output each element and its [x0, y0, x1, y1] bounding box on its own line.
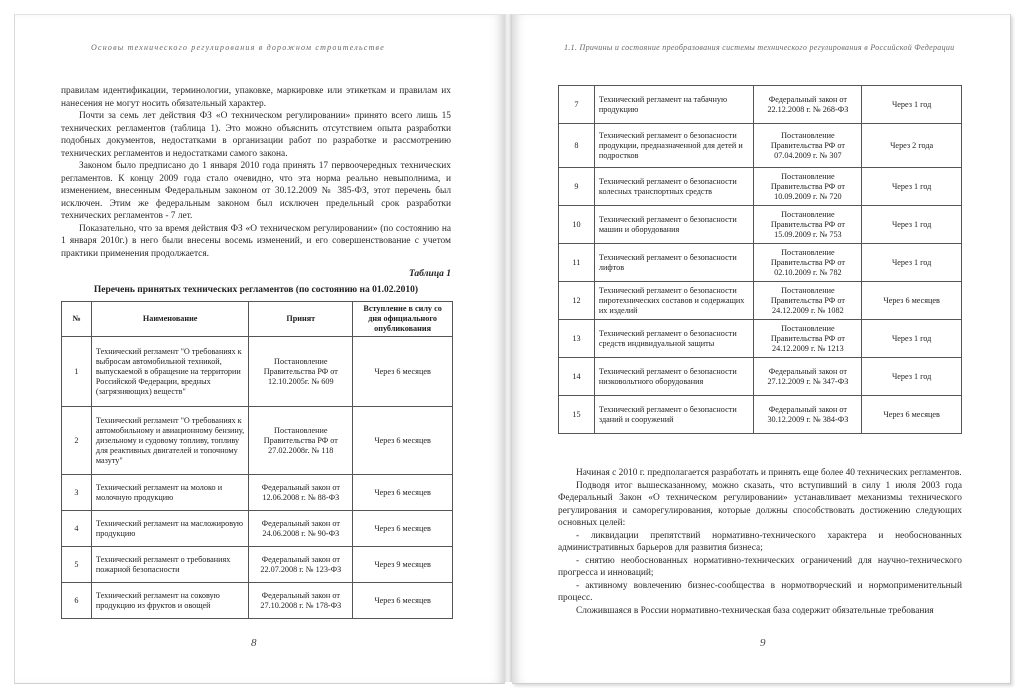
paragraph: - ликвидации препятствий нормативно-технического характера и необоснованных административных барьеров для развития бизнеса; — [558, 530, 962, 553]
row-num: 6 — [62, 583, 92, 619]
row-name: Технический регламент о безопасности зданий и сооружений — [594, 396, 754, 434]
row-effective: Через 2 года — [862, 124, 962, 168]
table-row — [62, 475, 453, 511]
paragraph: Законом было предписано до 1 января 2010 года принять 17 первоочередных технических регламентов. К концу 2009 года стало очевидно, что эта норма реально невыполнима, и изменением, внесенным Федеральным законом от 30.12.2009 № 385-ФЗ, этот перечень был исключен. Этим же федеральным законом был исключен предельный срок разработки технических регламентов - 7 лет. — [61, 161, 451, 221]
row-name: Технический регламент на молоко и молочную продукцию — [91, 475, 248, 511]
paragraph: - снятию необоснованных нормативно-технических ограничений для научно-технического прогресса и инноваций; — [558, 555, 962, 578]
right-running-head: 1.1. Причины и состояние преобразования системы технического регулирования в Российской Федерации — [564, 43, 955, 52]
row-name: Технический регламент на табачную продукцию — [594, 86, 754, 124]
row-effective: Через 6 месяцев — [353, 337, 453, 407]
row-effective: Через 1 год — [862, 168, 962, 206]
row-adopted: Федеральный закон от 12.06.2008 г. № 88-ФЗ — [249, 475, 353, 511]
header-effective: Вступление в силу со дня официального опубликования — [353, 302, 453, 337]
left-page — [14, 14, 505, 684]
row-name: Технический регламент "О требованиях к выбросам автомобильной техникой, выпускаемой в обращение на территории Российской Федерации, вредных (загрязняющих) веществ" — [91, 337, 248, 407]
row-adopted: Федеральный закон от 24.06.2008 г. № 90-ФЗ — [249, 511, 353, 547]
row-effective: Через 1 год — [862, 320, 962, 358]
row-adopted: Постановление Правительства РФ от 24.12.2009 г. № 1213 — [754, 320, 862, 358]
table-row — [559, 86, 962, 124]
row-num: 15 — [559, 396, 595, 434]
row-name: Технический регламент на масложировую продукцию — [91, 511, 248, 547]
row-name: Технический регламент о безопасности низковольтного оборудования — [594, 358, 754, 396]
paragraph: - активному вовлечению бизнес-сообщества в нормотворческий и нормоприменительный процесс. — [558, 580, 962, 603]
header-adopted: Принят — [249, 302, 353, 337]
row-name: Технический регламент "О требованиях к автомобильному и авиационному бензину, дизельному и судовому топливу, топливу для реактивных двигателей и топочному мазуту" — [91, 407, 248, 475]
regulations-table-part2 — [558, 85, 962, 434]
row-name: Технический регламент о безопасности продукции, предназначенной для детей и подростков — [594, 124, 754, 168]
row-effective: Через 6 месяцев — [353, 511, 453, 547]
book-spine — [504, 14, 512, 682]
row-num: 12 — [559, 282, 595, 320]
row-num: 14 — [559, 358, 595, 396]
row-effective: Через 6 месяцев — [353, 583, 453, 619]
right-body-text — [558, 467, 962, 617]
row-effective: Через 6 месяцев — [862, 396, 962, 434]
table-row — [559, 358, 962, 396]
row-adopted: Постановление Правительства РФ от 07.04.2009 г. № 307 — [754, 124, 862, 168]
paragraph: Показательно, что за время действия ФЗ «О техническом регулировании» (по состоянию на 1 января 2010г.) в него были внесены восемь изменений, и его совершенствование с учетом практики применения продолжается. — [61, 223, 451, 259]
table-row — [559, 244, 962, 282]
row-name: Технический регламент о безопасности машин и оборудования — [594, 206, 754, 244]
table-row — [559, 320, 962, 358]
row-effective: Через 6 месяцев — [353, 475, 453, 511]
row-num: 5 — [62, 547, 92, 583]
row-num: 9 — [559, 168, 595, 206]
paragraph: Подводя итог вышесказанному, можно сказать, что вступивший в силу 1 июля 2003 года Федеральный Закон «О техническом регулировании» устанавливает механизмы технического регулирования и саморегулирования, которые должны способствовать достижению следующих основных целей: — [558, 480, 962, 528]
table-row — [559, 168, 962, 206]
row-name: Технический регламент о безопасности пиротехнических составов и содержащих их изделий — [594, 282, 754, 320]
paragraph: Начиная с 2010 г. предполагается разработать и принять еще более 40 технических регламентов. — [576, 468, 962, 478]
row-name: Технический регламент о требованиях пожарной безопасности — [91, 547, 248, 583]
row-name: Технический регламент о безопасности колесных транспортных средств — [594, 168, 754, 206]
regulations-table-part1 — [61, 301, 453, 619]
right-page-number: 9 — [760, 637, 766, 649]
row-effective: Через 6 месяцев — [862, 282, 962, 320]
row-effective: Через 1 год — [862, 358, 962, 396]
table-row — [62, 511, 453, 547]
paragraph: правилам идентификации, терминологии, упаковке, маркировке или этикеткам и правилам их нанесения не могут носить обязательный характер. — [61, 86, 451, 109]
row-num: 2 — [62, 407, 92, 475]
row-adopted: Постановление Правительства РФ от 12.10.2005г. № 609 — [249, 337, 353, 407]
row-adopted: Федеральный закон от 30.12.2009 г. № 384-ФЗ — [754, 396, 862, 434]
table-row — [62, 337, 453, 407]
table-header-row — [62, 302, 453, 337]
paragraph: Почти за семь лет действия ФЗ «О техническом регулировании» принято всего лишь 15 технических регламентов (таблица 1). Это можно объяснить отсутствием опыта разработки подобных документов, недостатками в организации работ по разработке и рассмотрению технических регламентов и недостатками самого закона. — [61, 111, 451, 159]
row-num: 4 — [62, 511, 92, 547]
row-adopted: Постановление Правительства РФ от 24.12.2009 г. № 1082 — [754, 282, 862, 320]
left-body-text — [61, 85, 451, 260]
header-num: № — [62, 302, 92, 337]
header-name: Наименование — [91, 302, 248, 337]
row-name: Технический регламент о безопасности средств индивидуальной защиты — [594, 320, 754, 358]
table-row — [62, 583, 453, 619]
table-row — [559, 206, 962, 244]
paragraph: Сложившаяся в России нормативно-техническая база содержит обязательные требования — [576, 605, 934, 616]
table-row — [559, 124, 962, 168]
row-effective: Через 9 месяцев — [353, 547, 453, 583]
row-name: Технический регламент о безопасности лифтов — [594, 244, 754, 282]
row-adopted: Постановление Правительства РФ от 15.09.2009 г. № 753 — [754, 206, 862, 244]
row-name: Технический регламент на соковую продукцию из фруктов и овощей — [91, 583, 248, 619]
right-page — [512, 14, 1011, 684]
row-num: 3 — [62, 475, 92, 511]
row-adopted: Постановление Правительства РФ от 27.02.2008г. № 118 — [249, 407, 353, 475]
row-num: 13 — [559, 320, 595, 358]
table-row — [559, 396, 962, 434]
row-adopted: Федеральный закон от 27.10.2008 г. № 178-ФЗ — [249, 583, 353, 619]
left-running-head: Основы технического регулирования в дорожном строительстве — [91, 43, 385, 52]
table-row — [62, 547, 453, 583]
table-row — [62, 407, 453, 475]
row-num: 8 — [559, 124, 595, 168]
row-effective: Через 1 год — [862, 244, 962, 282]
row-num: 11 — [559, 244, 595, 282]
row-num: 10 — [559, 206, 595, 244]
row-adopted: Федеральный закон от 22.07.2008 г. № 123-ФЗ — [249, 547, 353, 583]
row-effective: Через 1 год — [862, 86, 962, 124]
row-adopted: Федеральный закон от 22.12.2008 г. № 268-ФЗ — [754, 86, 862, 124]
row-effective: Через 6 месяцев — [353, 407, 453, 475]
left-page-number: 8 — [251, 637, 257, 649]
row-num: 1 — [62, 337, 92, 407]
row-adopted: Федеральный закон от 27.12.2009 г. № 347-ФЗ — [754, 358, 862, 396]
row-adopted: Постановление Правительства РФ от 02.10.2009 г. № 782 — [754, 244, 862, 282]
row-effective: Через 1 год — [862, 206, 962, 244]
table-title: Перечень принятых технических регламентов (по состоянию на 01.02.2010) — [93, 285, 419, 295]
table-row — [559, 282, 962, 320]
table-label: Таблица 1 — [408, 269, 451, 279]
row-num: 7 — [559, 86, 595, 124]
row-adopted: Постановление Правительства РФ от 10.09.2009 г. № 720 — [754, 168, 862, 206]
